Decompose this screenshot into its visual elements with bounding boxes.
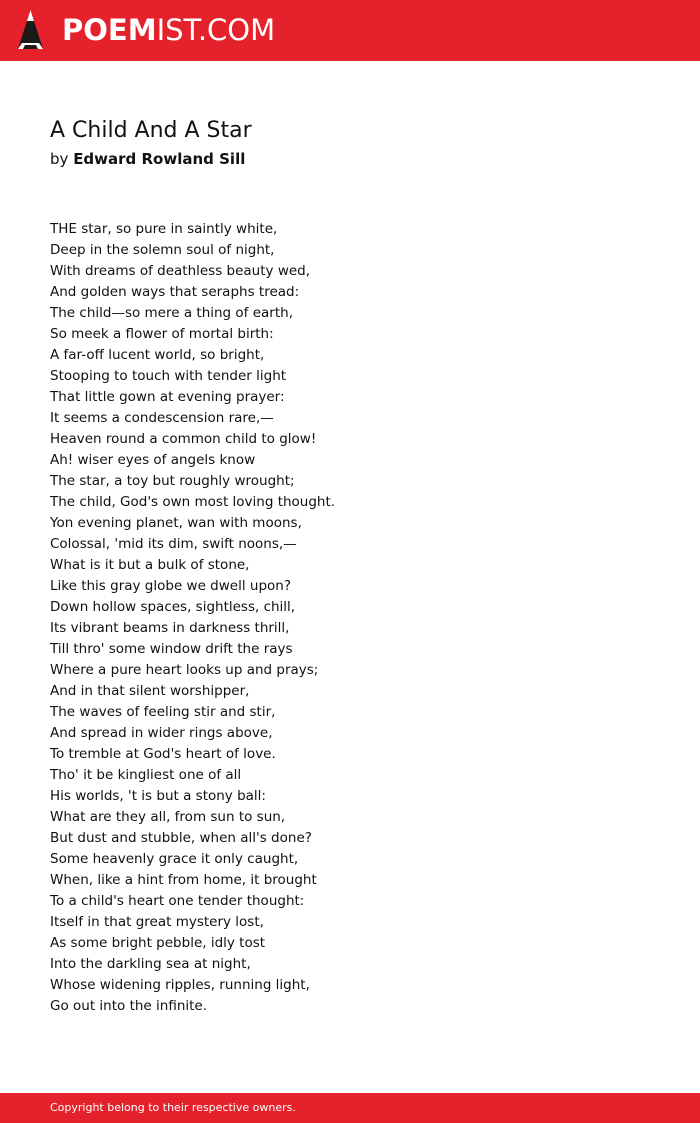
pencil-tip-icon[interactable] (17, 9, 44, 51)
footer-copyright: Copyright belong to their respective owners. (50, 1101, 296, 1114)
poem-line: Some heavenly grace it only caught, (50, 851, 299, 867)
poem-line: Whose widening ripples, running light, (50, 977, 310, 993)
site-logo[interactable] (62, 12, 275, 48)
poem-line: The child—so mere a thing of earth, (50, 305, 293, 321)
poem-line: Deep in the solemn soul of night, (50, 242, 275, 258)
poem-line: Its vibrant beams in darkness thrill, (50, 620, 290, 636)
poem-line: And in that silent worshipper, (50, 683, 250, 699)
site-header (0, 0, 700, 61)
poem-line: To tremble at God's heart of love. (50, 746, 276, 762)
logo-brand-bold: POEM (62, 13, 157, 47)
poem-line: Heaven round a common child to glow! (50, 431, 317, 447)
poem-line: And spread in wider rings above, (50, 725, 273, 741)
poem-line: Till thro' some window drift the rays (50, 641, 293, 657)
poem-line: When, like a hint from home, it brought (50, 872, 317, 888)
poem-line: The child, God's own most loving thought. (50, 494, 336, 510)
poem-line: The waves of feeling stir and stir, (50, 704, 276, 720)
poem-line: Into the darkling sea at night, (50, 956, 251, 972)
poem-body (50, 219, 670, 1017)
poem-line: To a child's heart one tender thought: (50, 893, 305, 909)
poem-line: Stooping to touch with tender light (50, 368, 287, 384)
poem-line: What are they all, from sun to sun, (50, 809, 286, 825)
poem-line: So meek a flower of mortal birth: (50, 326, 274, 342)
poem-line: Ah! wiser eyes of angels know (50, 452, 256, 468)
poem-line: As some bright pebble, idly tost (50, 935, 266, 951)
poem-title: A Child And A Star (50, 118, 252, 143)
poem-line: Go out into the infinite. (50, 998, 208, 1014)
poem-line: With dreams of deathless beauty wed, (50, 263, 311, 279)
poem-author: Edward Rowland Sill (73, 150, 246, 168)
poem-line: Yon evening planet, wan with moons, (50, 515, 302, 531)
poem-line: It seems a condescension rare,— (50, 410, 274, 426)
poem-line: His worlds, 't is but a stony ball: (50, 788, 266, 804)
poem-line: But dust and stubble, when all's done? (50, 830, 312, 846)
poem-line: Tho' it be kingliest one of all (50, 767, 242, 783)
by-label: by (50, 150, 69, 168)
poem-line: What is it but a bulk of stone, (50, 557, 250, 573)
poem-line: A far-off lucent world, so bright, (50, 347, 265, 363)
poem-byline (50, 148, 245, 170)
poem-line: And golden ways that seraphs tread: (50, 284, 300, 300)
poem-line: The star, a toy but roughly wrought; (50, 473, 295, 489)
poem-line: Down hollow spaces, sightless, chill, (50, 599, 296, 615)
logo-brand-light: IST.COM (156, 13, 276, 47)
poem-line: That little gown at evening prayer: (50, 389, 285, 405)
poem-line: Colossal, 'mid its dim, swift noons,— (50, 536, 297, 552)
poem-line: THE star, so pure in saintly white, (50, 221, 278, 237)
poem-line: Itself in that great mystery lost, (50, 914, 264, 930)
poem-line: Like this gray globe we dwell upon? (50, 578, 292, 594)
site-footer (0, 1093, 700, 1123)
poem-line: Where a pure heart looks up and prays; (50, 662, 319, 678)
